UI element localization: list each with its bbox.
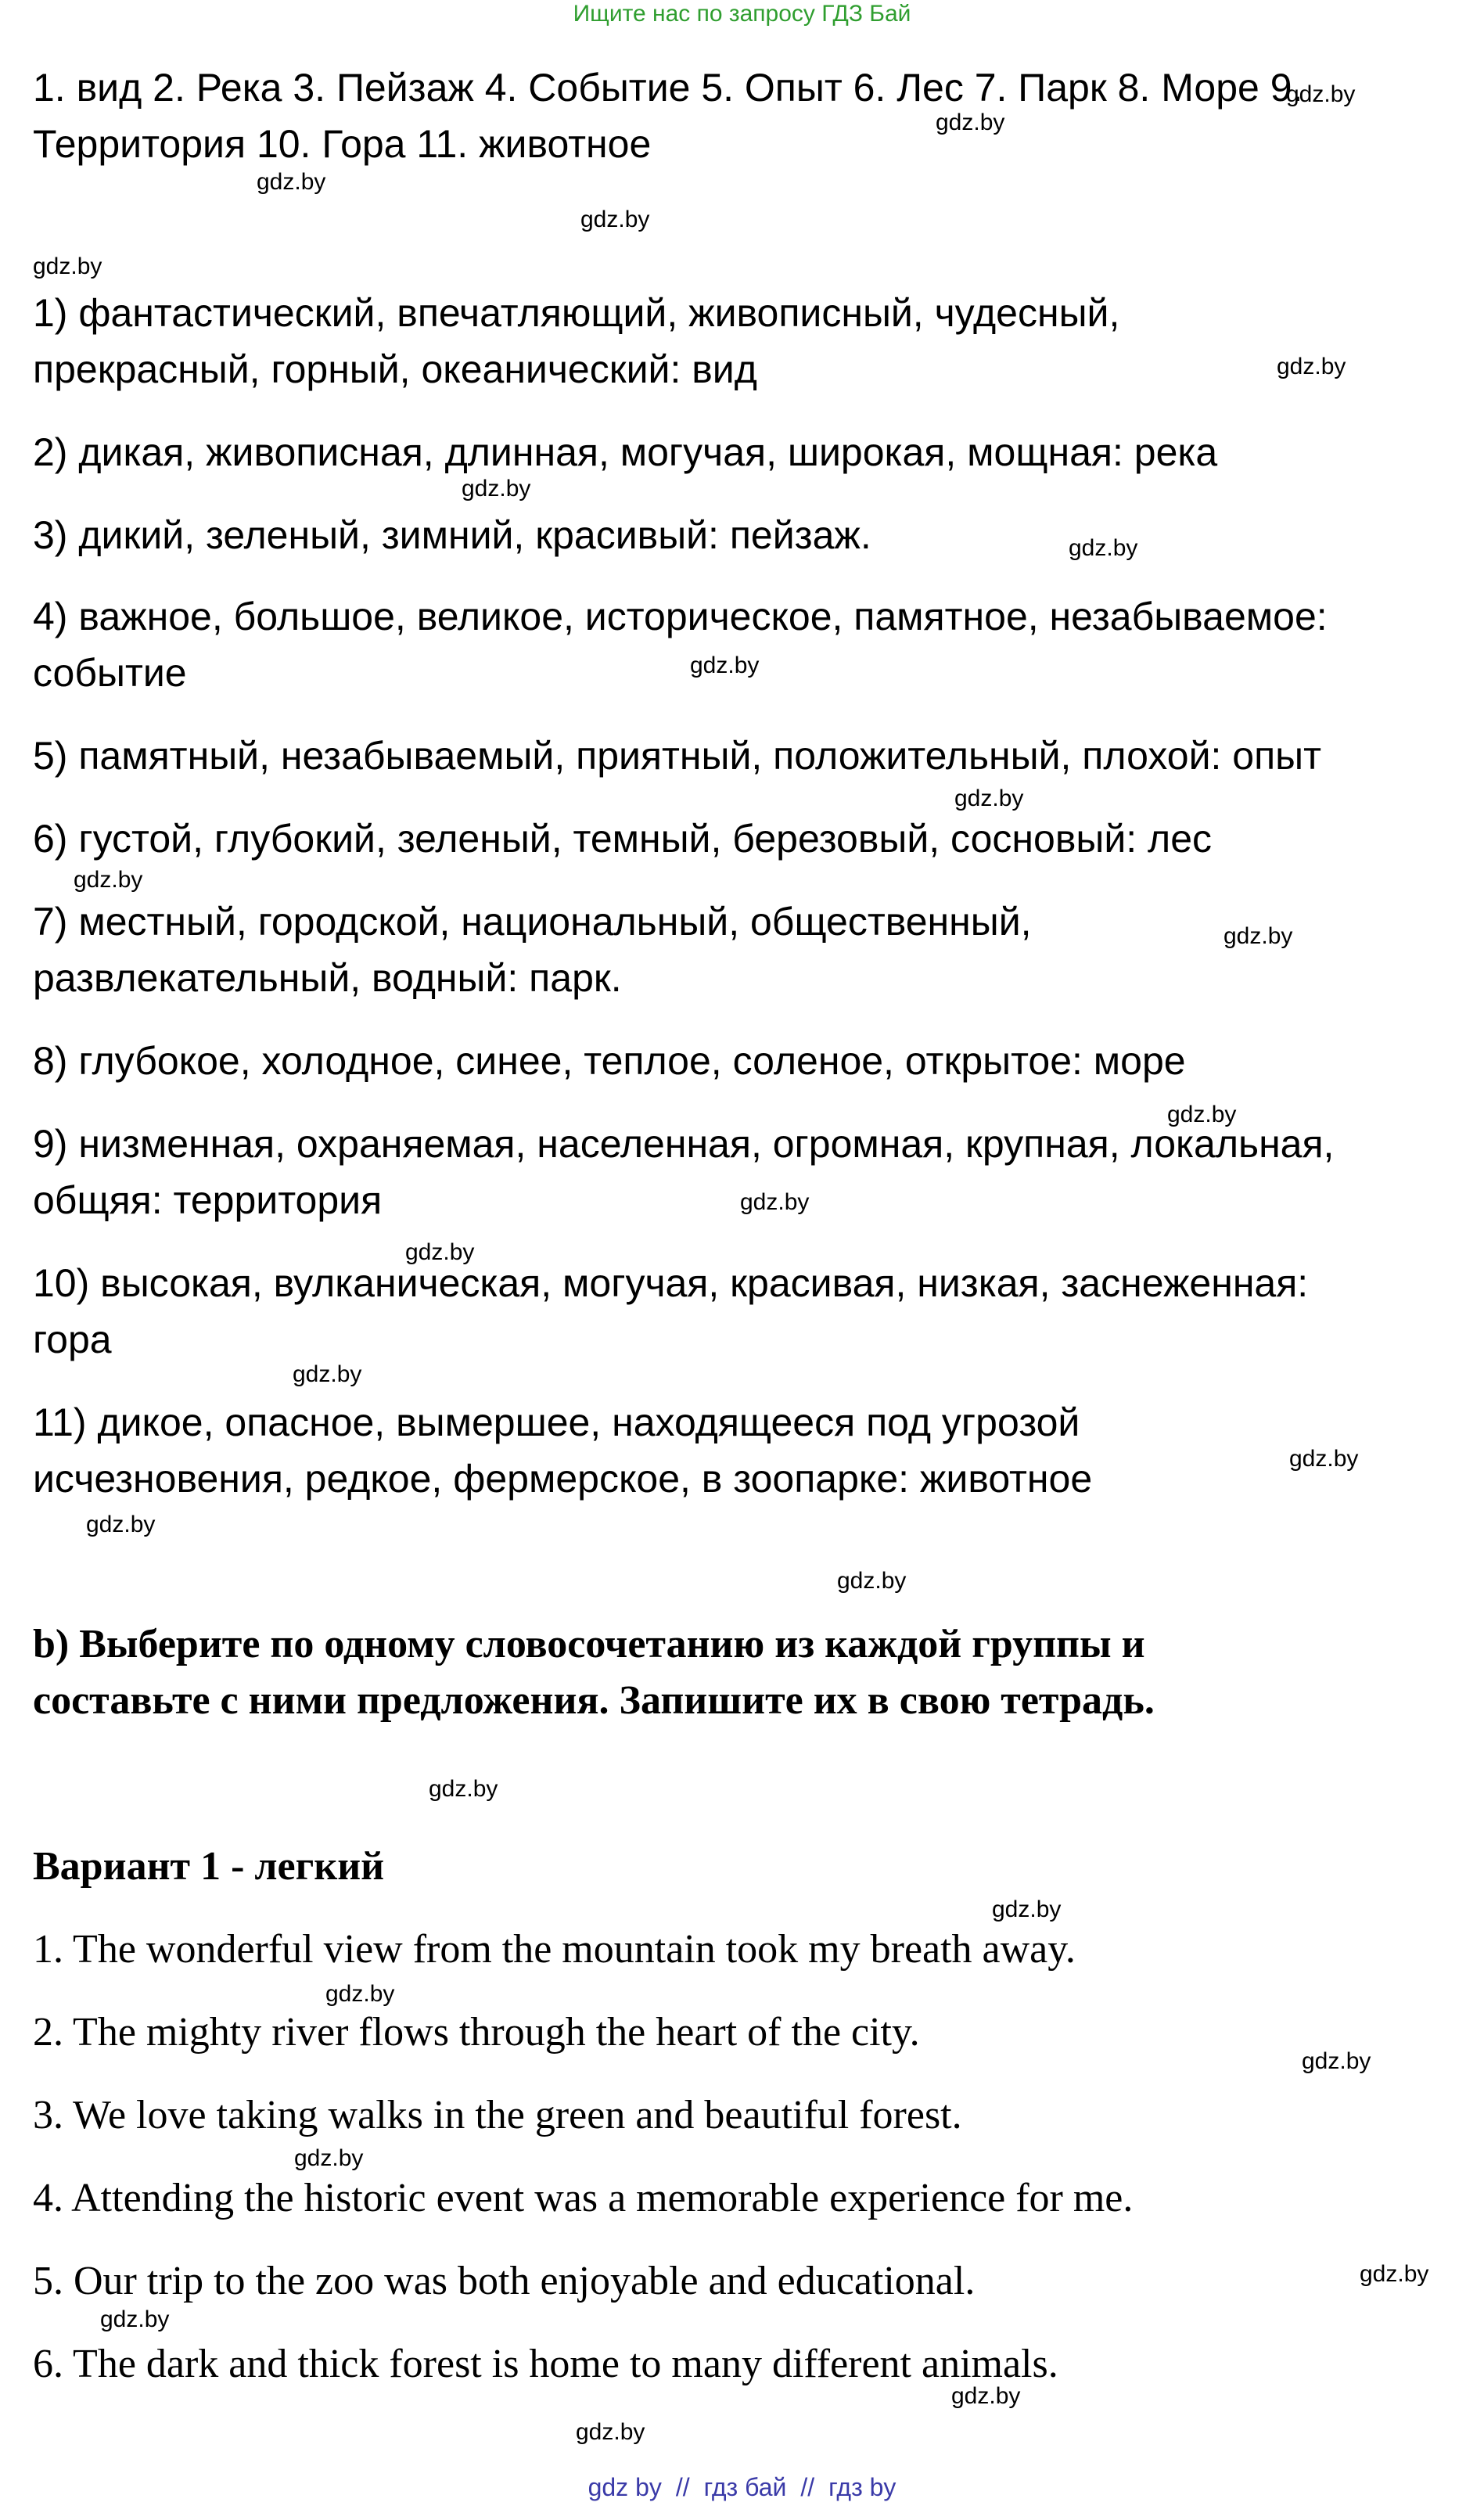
- task-b-instruction-line-1: b) Выберите по одному словосочетанию из каждой группы и: [33, 1622, 1145, 1666]
- footer-separator: //: [800, 2473, 815, 2501]
- footer-link-gdz-bai[interactable]: гдз бай: [703, 2473, 787, 2501]
- task-b-instruction-line-2: составьте с ними предложения. Запишите их в свою тетрадь.: [33, 1678, 1155, 1723]
- item-4-line-2: событие: [33, 651, 187, 695]
- watermark: gdz.by: [294, 2145, 364, 2171]
- item-3: 3) дикий, зеленый, зимний, красивый: пейзаж.: [33, 513, 871, 557]
- sentence-2: 2. The mighty river flows through the heart of the city.: [33, 2010, 920, 2055]
- watermark: gdz.by: [1289, 1446, 1359, 1472]
- footer-link-gdz-by[interactable]: gdz by: [587, 2473, 662, 2501]
- item-11-line-2: исчезновения, редкое, фермерское, в зоопарке: животное: [33, 1457, 1093, 1501]
- footer-links: [0, 2472, 1484, 2504]
- watermark: gdz.by: [293, 1361, 362, 1387]
- item-8: 8) глубокое, холодное, синее, теплое, соленое, открытое: море: [33, 1039, 1186, 1083]
- watermark: gdz.by: [405, 1239, 475, 1265]
- watermark: gdz.by: [1302, 2048, 1371, 2074]
- sentence-6: 6. The dark and thick forest is home to many different animals.: [33, 2342, 1058, 2386]
- item-2: 2) дикая, живописная, длинная, могучая, широкая, мощная: река: [33, 430, 1218, 474]
- item-9-line-1: 9) низменная, охраняемая, населенная, огромная, крупная, локальная,: [33, 1122, 1335, 1166]
- sentence-3: 3. We love taking walks in the green and beautiful forest.: [33, 2093, 962, 2137]
- sentence-1: 1. The wonderful view from the mountain took my breath away.: [33, 1927, 1076, 1972]
- item-5: 5) памятный, незабываемый, приятный, положительный, плохой: опыт: [33, 734, 1322, 778]
- watermark: gdz.by: [100, 2306, 170, 2332]
- item-6: 6) густой, глубокий, зеленый, темный, березовый, сосновый: лес: [33, 817, 1213, 861]
- word-list-line-1: 1. вид 2. Река 3. Пейзаж 4. Событие 5. Опыт 6. Лес 7. Парк 8. Море 9.: [33, 66, 1303, 110]
- watermark: gdz.by: [33, 253, 102, 279]
- item-11-line-1: 11) дикое, опасное, вымершее, находящееся под угрозой: [33, 1400, 1080, 1444]
- watermark: gdz.by: [951, 2383, 1021, 2409]
- item-7-line-1: 7) местный, городской, национальный, общественный,: [33, 900, 1032, 944]
- footer-link-gdz-by-cyr[interactable]: гдз by: [828, 2473, 897, 2501]
- item-10-line-1: 10) высокая, вулканическая, могучая, красивая, низкая, заснеженная:: [33, 1261, 1309, 1305]
- variant-title: Вариант 1 - легкий: [33, 1844, 385, 1889]
- watermark: gdz.by: [1069, 535, 1138, 561]
- sentence-4: 4. Attending the historic event was a memorable experience for me.: [33, 2176, 1134, 2220]
- watermark: gdz.by: [86, 1512, 156, 1537]
- watermark: gdz.by: [580, 207, 650, 232]
- word-list-line-2: Территория 10. Гора 11. животное: [33, 122, 652, 166]
- watermark: gdz.by: [325, 1981, 395, 2007]
- watermark: gdz.by: [74, 867, 143, 893]
- watermark: gdz.by: [1277, 354, 1346, 379]
- watermark: gdz.by: [429, 1776, 498, 1802]
- watermark: gdz.by: [1167, 1102, 1237, 1127]
- watermark: gdz.by: [576, 2419, 645, 2445]
- watermark: gdz.by: [954, 786, 1024, 811]
- watermark: gdz.by: [936, 110, 1005, 135]
- sentence-5: 5. Our trip to the zoo was both enjoyable and educational.: [33, 2259, 976, 2303]
- footer-separator: //: [675, 2473, 690, 2501]
- item-1-line-1: 1) фантастический, впечатляющий, живописный, чудесный,: [33, 291, 1120, 335]
- watermark: gdz.by: [257, 169, 326, 195]
- watermark: gdz.by: [690, 653, 760, 678]
- watermark: gdz.by: [740, 1189, 810, 1215]
- item-4-line-1: 4) важное, большое, великое, историческое, памятное, незабываемое:: [33, 595, 1328, 638]
- watermark: gdz.by: [1286, 81, 1356, 107]
- watermark: gdz.by: [837, 1568, 907, 1594]
- search-banner[interactable]: Ищите нас по запросу ГДЗ Бай: [573, 1, 911, 27]
- item-10-line-2: гора: [33, 1318, 112, 1361]
- watermark: gdz.by: [1360, 2261, 1429, 2287]
- watermark: gdz.by: [992, 1896, 1062, 1922]
- watermark: gdz.by: [1223, 923, 1293, 949]
- watermark: gdz.by: [462, 476, 531, 502]
- item-7-line-2: развлекательный, водный: парк.: [33, 956, 622, 1000]
- item-1-line-2: прекрасный, горный, океанический: вид: [33, 347, 757, 391]
- item-9-line-2: общяя: территория: [33, 1178, 383, 1222]
